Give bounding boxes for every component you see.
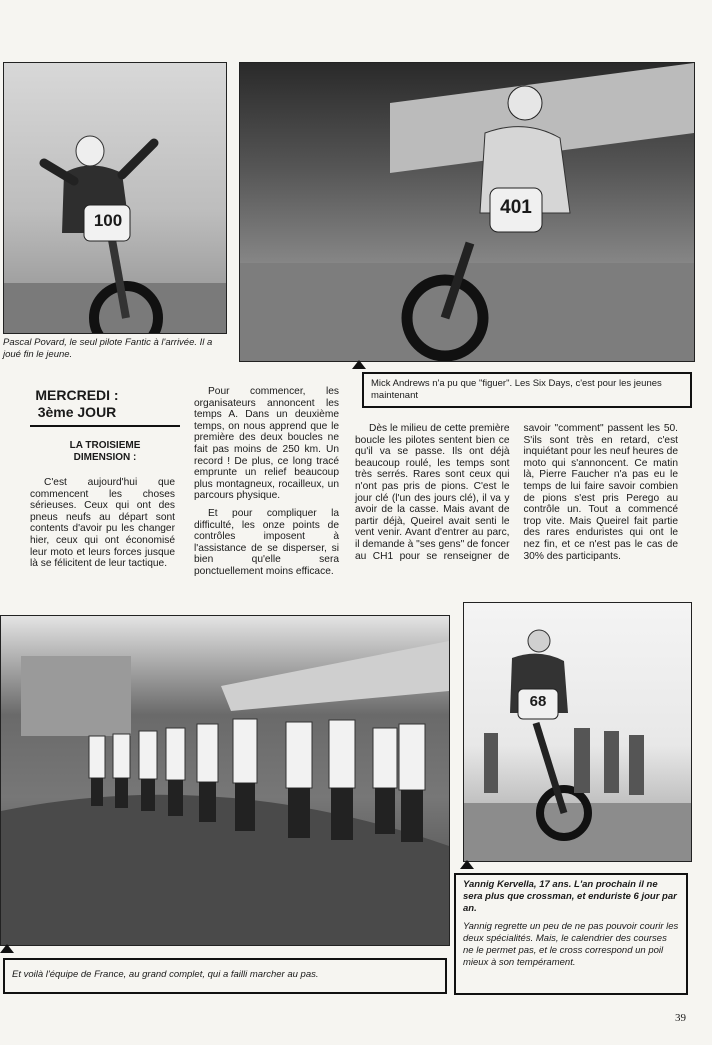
motocross-rider-illustration bbox=[4, 63, 226, 333]
yannig-caption-title: Yannig Kervella, 17 ans. L'an prochain il ne sera plus que crossman, et enduriste 6 jour par an. bbox=[463, 879, 677, 914]
heading-divider bbox=[30, 425, 180, 427]
race-number-plate: 401 bbox=[500, 197, 532, 218]
race-number-plate: 100 bbox=[93, 211, 123, 230]
race-number-plate: 68 bbox=[529, 693, 547, 710]
heading-line-1: MERCREDI : bbox=[35, 387, 119, 403]
crossman-rider-illustration bbox=[464, 603, 691, 861]
caption-pointer bbox=[352, 360, 366, 369]
page-number: 39 bbox=[675, 1012, 686, 1024]
yannig-caption-body: Yannig regrette un peu de ne pas pouvoir courir les deux spécialités. Mais, le calendrier des courses ne le permet pas, et le cross correspond un poil mieux à son tempérament. bbox=[463, 921, 679, 968]
subheading-line-2: DIMENSION : bbox=[73, 452, 137, 463]
caption-pointer bbox=[460, 860, 474, 869]
column-1-paragraph: C'est aujourd'hui que commencent les choses sérieuses. Ceux qui ont des pneus neufs au départ sont contents d'avoir pu les changer hier, ceux qui ont économisé leur moto et leurs forces jusque là se félicitent de leur tactique. bbox=[30, 477, 175, 570]
column-2-paragraph-1: Pour commencer, les organisateurs annoncent les temps A. Dans un deuxième temps, on nous apprend que le première des deux boucles ne fait pas moins de 250 km. Un record ! De plus, ce long tracé emprunte un relief beaucoup plus montagneux, rocailleux, un parcours physique. bbox=[194, 386, 339, 502]
caption-mick-andrews: Mick Andrews n'a pu que "figuer". Les Six Days, c'est pour les jeunes maintenant bbox=[362, 372, 692, 408]
caption-pascal-povard: Pascal Povard, le seul pilote Fantic à l'arrivée. Il a joué fin le jeune. bbox=[3, 337, 213, 360]
article-column-1 bbox=[30, 477, 175, 570]
photo-pascal-povard bbox=[3, 62, 227, 334]
article-heading bbox=[18, 387, 136, 421]
subheading-line-1: LA TROISIEME bbox=[69, 440, 141, 451]
photo-equipe-de-france bbox=[0, 615, 450, 946]
caption-equipe-de-france: Et voilà l'équipe de France, au grand complet, qui a failli marcher au pas. bbox=[3, 958, 447, 994]
photo-yannig-kervella bbox=[463, 602, 692, 862]
enduro-rider-illustration bbox=[240, 63, 694, 361]
caption-yannig-kervella bbox=[454, 873, 688, 995]
heading-line-2: 3ème JOUR bbox=[37, 404, 117, 420]
article-subheading bbox=[30, 440, 180, 464]
article-column-3 bbox=[355, 423, 678, 562]
caption-pointer bbox=[0, 944, 14, 953]
column-3-paragraph: Dès le milieu de cette première boucle les pilotes sentent bien ce qu'il va se passe. Ils ont déjà beaucoup roulé, les temps sont très serrés. Rares sont ceux qui n'ont pas pris de pions. C'est le jour clé (l'un des jours clé), il va y avoir de la casse. Mais avant de partir déjà, Queirel avait senti le vent venir. Avant d'entrer au parc, il demande à "ses gens" de foncer au CH1 pour se renseigner de savoir "comment" passent les 50. S'ils sont très en retard, c'est inquiétant pour les neuf heures de moto qui s'annoncent. Ce matin là, Pierre Faucher n'a pas eu le temps de lui faire savoir combien de pions s'est pris Perego au contrôle un. Tout a commencé trop vite. Mais Queirel fait partie des rares enduristes qui ont le nez fin, et ce n'est pas le cas de 30% des participants. bbox=[355, 423, 678, 562]
article-column-2 bbox=[194, 386, 339, 578]
column-2-paragraph-2: Et pour compliquer la difficulté, les onze points de contrôles imposent à l'assistance de se disperser, si bien qu'elle sera ponctuellement moins efficace. bbox=[194, 507, 339, 577]
photo-mick-andrews bbox=[239, 62, 695, 362]
team-parade-illustration bbox=[1, 616, 449, 945]
